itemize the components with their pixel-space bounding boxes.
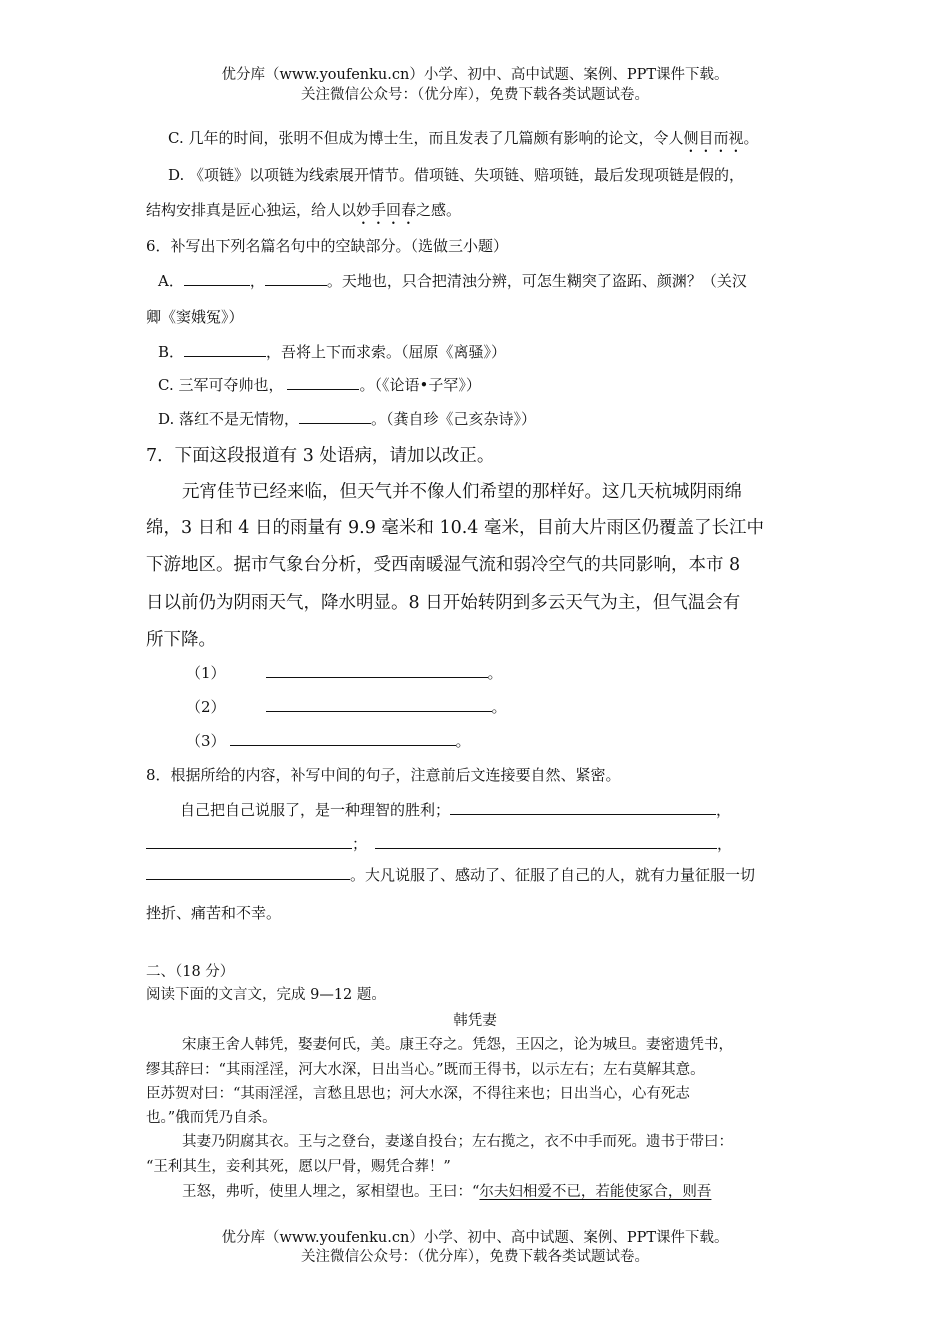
q8-line-2-sep: ；: [352, 835, 368, 853]
q6-c-end: 。（《论语•子罕》）: [359, 376, 481, 394]
q8-line-2: [146, 833, 732, 854]
q7-passage-line: 绵，3 日和 4 日的雨量有 9.9 毫米和 10.4 毫米，目前大片雨区仍覆盖了长江中: [146, 518, 765, 538]
answer-blank[interactable]: [265, 271, 327, 286]
q6-a-text: 。天地也，只合把清浊分辨，可怎生糊突了盗跖、颜渊？（关汉: [326, 272, 747, 290]
q8-line-4: 挫折、痛苦和不幸。: [146, 904, 282, 922]
q8-line-1-end: ，: [716, 801, 732, 819]
q7-answer-3: [186, 730, 471, 751]
q7-passage-line: 元宵佳节已经来临，但天气并不像人们希望的那样好。这几天杭城阴雨绵: [182, 482, 742, 502]
q6-b-text: ，吾将上下而求索。（屈原《离骚》）: [266, 343, 507, 361]
footer-line-2: 关注微信公众号：（优分库），免费下载各类试题试卷。: [301, 1249, 649, 1265]
q8-line-3: [146, 864, 755, 885]
passage-line-last: [182, 1180, 711, 1201]
q6-option-c: [158, 374, 481, 395]
answer-blank[interactable]: [299, 409, 371, 424]
q7-passage-line: 下游地区。据市气象台分析，受西南暖湿气流和弱冷空气的共同影响，本市 8: [146, 555, 741, 575]
q5-option-c: [168, 127, 759, 156]
q7-answer-2: [186, 696, 507, 717]
q6-d-end: 。（龚自珍《己亥杂诗》）: [371, 410, 537, 428]
q7-answer-2-label: （2）: [186, 698, 226, 716]
q5-option-d-line2: [146, 199, 461, 228]
q7-passage-line: 所下降。: [146, 630, 216, 650]
answer-blank[interactable]: [146, 865, 350, 880]
passage-last-text: 王怒，弗听，使里人埋之，冢相望也。王曰：“: [182, 1184, 480, 1200]
section-2-intro: 阅读下面的文言文，完成 9—12 题。: [146, 987, 386, 1003]
q5-c-end: 。: [743, 129, 759, 147]
answer-blank[interactable]: [184, 342, 266, 357]
answer-blank[interactable]: [287, 375, 359, 390]
q6-option-a: [158, 270, 747, 291]
q8-line-2-end: ，: [717, 835, 733, 853]
q8-line-1-text: 自己把自己说服了，是一种理智的胜利；: [180, 801, 451, 819]
answer-blank[interactable]: [375, 834, 717, 849]
passage-line: 也。”俄而凭乃自杀。: [146, 1110, 277, 1126]
passage-line: “王利其生，妾利其死，愿以尸骨，赐凭合葬！”: [146, 1159, 451, 1175]
q5-c-emphasis: 侧目而视: [683, 129, 744, 147]
passage-line: 缪其辞曰：“其雨淫淫，河大水深，日出当心。”既而王得书，以示左右；左右莫解其意。: [146, 1062, 705, 1078]
passage-title: 韩凭妻: [453, 1013, 497, 1029]
q7-answer-3-end: 。: [455, 732, 471, 750]
q6-b-label: B．: [158, 343, 185, 361]
passage-underlined-sentence: 尔夫妇相爱不已，若能使冢合，则吾: [479, 1184, 712, 1200]
q5-d-text: 结构安排真是匠心独运，给人以: [146, 201, 357, 219]
q8-title: 8．根据所给的内容，补写中间的句子，注意前后文连接要自然、紧密。: [146, 766, 621, 784]
q8-line-1: [180, 799, 731, 820]
answer-blank[interactable]: [146, 834, 352, 849]
q6-option-d: [158, 408, 536, 429]
q7-answer-2-end: 。: [491, 698, 507, 716]
footer-line-1: 优分库（www.youfenku.cn）小学、初中、高中试题、案例、PPT课件下载。: [221, 1230, 729, 1246]
passage-line: 其妻乃阴腐其衣。王与之登台，妻遂自投台；左右揽之，衣不中手而死。遗书于带曰：: [182, 1134, 733, 1150]
q6-c-text: C. 三军可夺帅也，: [158, 376, 284, 394]
answer-blank[interactable]: [230, 731, 456, 746]
q6-option-b: [158, 341, 506, 362]
answer-blank[interactable]: [266, 663, 488, 678]
q5-option-d-line1: D. 《项链》以项链为线索展开情节。借项链、失项链、赔项链，最后发现项链是假的，: [168, 166, 745, 184]
answer-blank[interactable]: [266, 697, 492, 712]
section-2-heading: 二、（18 分）: [146, 964, 235, 980]
header-line-2: 关注微信公众号：（优分库），免费下载各类试题试卷。: [301, 87, 649, 103]
q8-line-3-text: 。大凡说服了、感动了、征服了自己的人，就有力量征服一切: [350, 866, 756, 884]
q5-c-text: C. 几年的时间，张明不但成为博士生，而且发表了几篇颇有影响的论文，令人: [168, 129, 684, 147]
passage-line: 臣苏贺对曰：“其雨淫淫，言愁且思也；河大水深，不得往来也；日出当心，心有死志: [146, 1086, 690, 1102]
q6-a-label: A．: [158, 272, 184, 290]
header-line-1: 优分库（www.youfenku.cn）小学、初中、高中试题、案例、PPT课件下载。: [221, 67, 729, 83]
q6-option-a-line2: 卿《窦娥冤》）: [146, 308, 244, 326]
q6-title: 6．补写出下列名篇名句中的空缺部分。（选做三小题）: [146, 237, 509, 255]
answer-blank[interactable]: [184, 271, 250, 286]
q7-passage-line: 日以前仍为阴雨天气，降水明显。8 日开始转阴到多云天气为主，但气温会有: [146, 593, 741, 613]
q7-answer-1-end: 。: [487, 664, 503, 682]
q7-title: 7．下面这段报道有 3 处语病，请加以改正。: [146, 446, 495, 466]
passage-line: 宋康王舍人韩凭，娶妻何氏，美。康王夺之。凭怨，王囚之，论为城旦。妻密遗凭书，: [182, 1037, 733, 1053]
q5-d-emphasis: 妙手回春: [356, 201, 417, 219]
q7-answer-1: [186, 662, 503, 683]
q6-a-sep: ，: [249, 272, 265, 290]
q7-answer-3-label: （3）: [186, 732, 226, 750]
q6-d-text: D. 落红不是无情物，: [158, 410, 300, 428]
answer-blank[interactable]: [450, 800, 716, 815]
q5-d-end: 之感。: [416, 201, 462, 219]
q7-answer-1-label: （1）: [186, 664, 226, 682]
